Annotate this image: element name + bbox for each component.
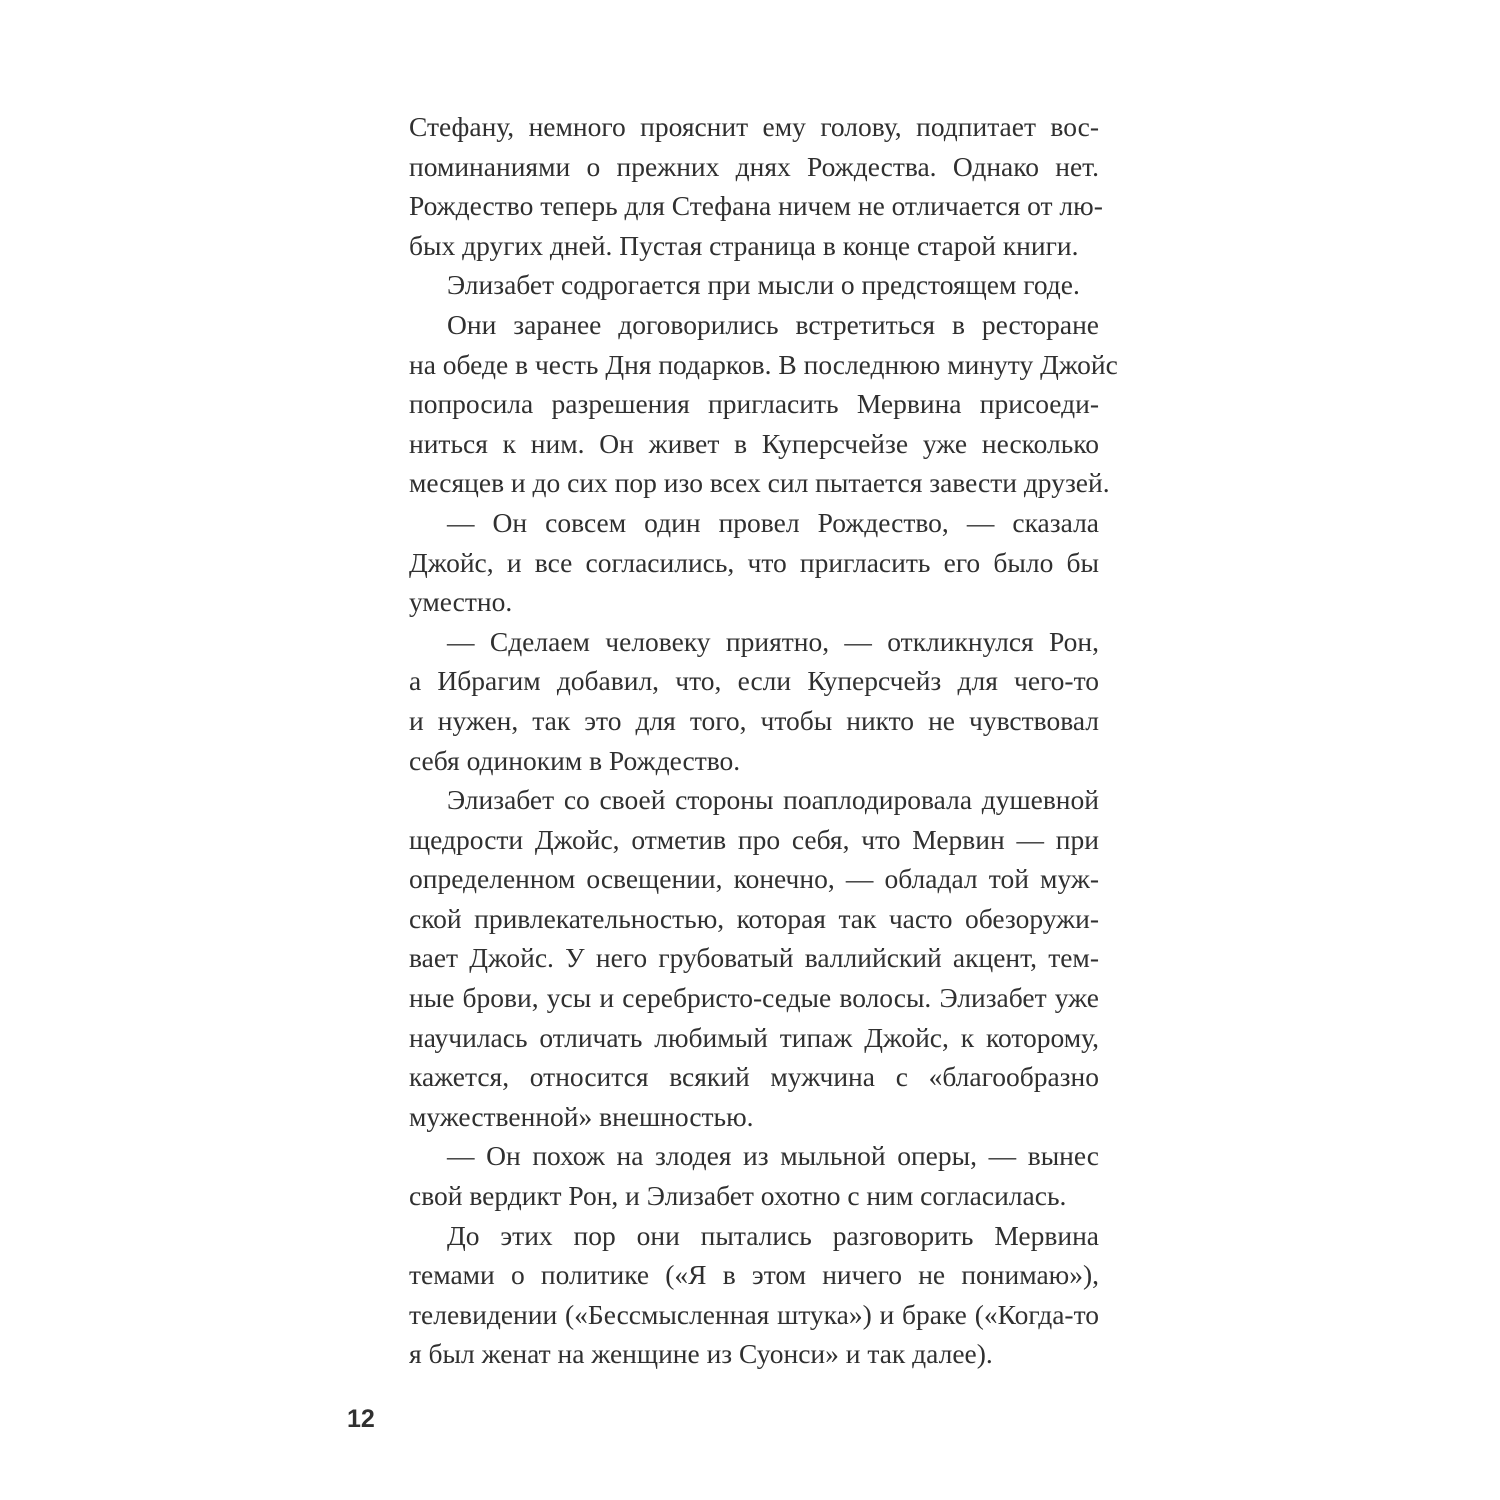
text-line: поминаниями о прежних днях Рождества. Однако нет. <box>409 150 1099 182</box>
text-line: — Он совсем один провел Рождество, — сказала <box>447 506 1099 538</box>
text-line: месяцев и до сих пор изо всех сил пытается завести друзей. <box>409 467 1110 499</box>
text-line: темами о политике («Я в этом ничего не понимаю»), <box>409 1259 1099 1291</box>
text-line: Они заранее договорились встретиться в ресторане <box>447 308 1099 340</box>
text-line: а Ибрагим добавил, что, если Куперсчейз для чего-то <box>409 665 1099 697</box>
text-line: Джойс, и все согласились, что пригласить его было бы <box>409 546 1099 578</box>
text-line: и нужен, так это для того, чтобы никто не чувствовал <box>409 704 1099 736</box>
text-line: Элизабет содрогается при мысли о предстоящем годе. <box>447 269 1080 301</box>
text-line: мужественной» внешностью. <box>409 1100 754 1132</box>
text-line: я был женат на женщине из Суонси» и так далее). <box>409 1338 993 1370</box>
text-line: Стефану, немного прояснит ему голову, подпитает вос- <box>409 111 1099 142</box>
body-text <box>409 107 1118 1374</box>
text-line: вает Джойс. У него грубоватый валлийский акцент, тем- <box>409 942 1099 974</box>
text-line: научилась отличать любимый типаж Джойс, к которому, <box>409 1021 1099 1053</box>
text-line: телевидении («Бессмысленная штука») и браке («Когда-то <box>409 1298 1099 1330</box>
text-line: свой вердикт Рон, и Элизабет охотно с ним согласилась. <box>409 1180 1067 1212</box>
text-line: бых других дней. Пустая страница в конце старой книги. <box>409 229 1079 261</box>
text-line: ные брови, усы и серебристо-седые волосы. Элизабет уже <box>409 982 1099 1014</box>
text-line: себя одиноким в Рождество. <box>409 744 741 776</box>
page-number: 12 <box>347 1405 375 1433</box>
text-line: ской привлекательностью, которая так часто обезоружи- <box>409 902 1099 934</box>
text-line: — Он похож на злодея из мыльной оперы, — вынес <box>447 1140 1099 1172</box>
text-line: на обеде в честь Дня подарков. В последнюю минуту Джойс <box>409 348 1118 380</box>
text-line: попросила разрешения пригласить Мервина присоеди- <box>409 388 1099 420</box>
text-line: кажется, относится всякий мужчина с «благообразно <box>409 1061 1099 1093</box>
text-line: уместно. <box>409 586 513 618</box>
text-line: До этих пор они пытались разговорить Мервина <box>447 1219 1099 1251</box>
text-line: щедрости Джойс, отметив про себя, что Мервин — при <box>409 823 1099 855</box>
text-line: Элизабет со своей стороны поаплодировала душевной <box>447 784 1099 816</box>
text-line: определенном освещении, конечно, — обладал той муж- <box>409 863 1099 895</box>
text-line: ниться к ним. Он живет в Куперсчейзе уже несколько <box>409 427 1099 459</box>
text-line: — Сделаем человеку приятно, — откликнулся Рон, <box>447 625 1099 657</box>
text-line: Рождество теперь для Стефана ничем не отличается от лю- <box>409 190 1103 222</box>
